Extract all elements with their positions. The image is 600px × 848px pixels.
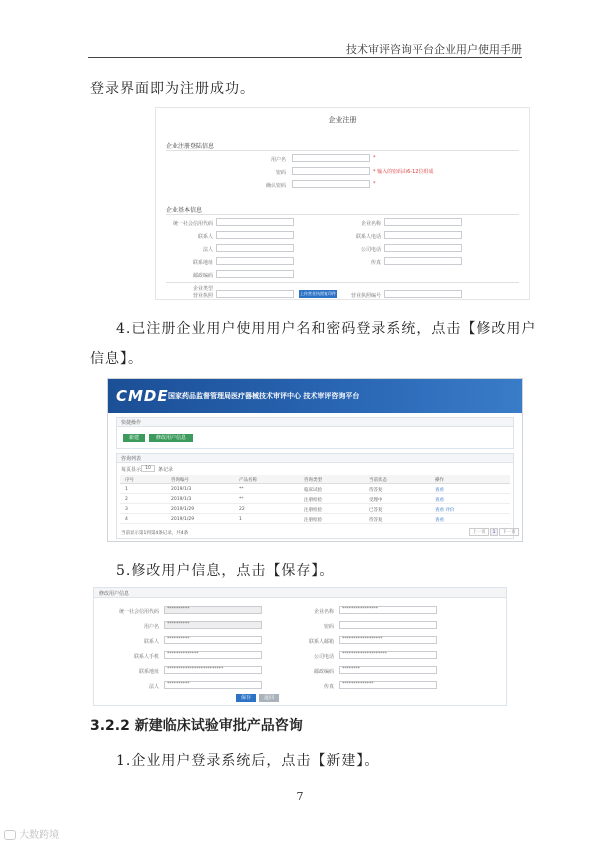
address-label: 联系地址 bbox=[138, 669, 159, 675]
registration-screenshot bbox=[155, 107, 530, 300]
paragraph-registration-success: 登录界面即为注册成功。 bbox=[90, 81, 255, 97]
section-divider bbox=[166, 282, 519, 283]
username-label: 用户名 bbox=[143, 624, 159, 630]
row-index: 2 bbox=[125, 497, 128, 502]
watermark bbox=[4, 826, 59, 841]
manual-title: 技术审评咨询平台企业用户使用手册 bbox=[346, 43, 522, 56]
row-type: 注册检验 bbox=[304, 508, 322, 513]
col-header-product: 产品名称 bbox=[239, 478, 257, 483]
watermark-text: 大数跨境 bbox=[19, 830, 60, 841]
col-header-type: 咨询类型 bbox=[304, 478, 322, 483]
row-product: ** bbox=[239, 497, 244, 502]
legal-person-label: 法人 bbox=[202, 247, 213, 253]
cmde-logo: CMDE bbox=[116, 387, 169, 405]
contact-label: 联系人 bbox=[143, 639, 159, 645]
fax-label: 传真 bbox=[370, 260, 381, 266]
row-status: 已答复 bbox=[369, 508, 383, 513]
credit-code-input[interactable] bbox=[216, 218, 294, 226]
company-phone-input[interactable] bbox=[384, 244, 462, 252]
platform-title: 国家药品监督管理局医疗器械技术审评中心 技术审评咨询平台 bbox=[168, 392, 360, 400]
row-status: 受理中 bbox=[369, 498, 383, 503]
consult-list-panel bbox=[116, 453, 514, 539]
row-type: 临床试验 bbox=[304, 488, 322, 493]
row-product: ** bbox=[239, 487, 244, 492]
row-index: 3 bbox=[125, 507, 128, 512]
registration-title: 企业注册 bbox=[328, 116, 357, 124]
password-label: 密码 bbox=[323, 624, 334, 630]
contact-email-input[interactable]: ****************** bbox=[339, 636, 437, 644]
contact-mobile-input[interactable]: ************** bbox=[164, 651, 262, 659]
row-number: 2019/1/3 bbox=[171, 487, 192, 492]
row-index: 4 bbox=[125, 517, 128, 522]
contact-email-label: 联系人邮箱 bbox=[308, 639, 334, 645]
password-label: 密码 bbox=[275, 170, 286, 176]
next-page-button[interactable]: 下一页 bbox=[499, 528, 519, 536]
row-type: 注册检验 bbox=[304, 518, 322, 523]
section-divider bbox=[166, 214, 519, 215]
credit-code-label: 统一社会信用代码 bbox=[118, 609, 159, 615]
row-number: 2019/1/29 bbox=[171, 507, 195, 512]
panel-header bbox=[94, 588, 506, 598]
prev-page-button[interactable]: 上一页 bbox=[469, 528, 489, 536]
panel-header bbox=[117, 454, 513, 463]
col-header-action: 操作 bbox=[435, 478, 444, 483]
fax-input[interactable] bbox=[384, 257, 462, 265]
quick-actions-title: 快捷操作 bbox=[121, 420, 142, 426]
quick-actions-panel bbox=[116, 417, 514, 449]
col-header-status: 当前状态 bbox=[369, 478, 387, 483]
confirm-password-label: 确认密码 bbox=[265, 183, 286, 189]
username-field: ********** bbox=[164, 621, 262, 629]
paragraph-login-step: 4.已注册企业用户使用用户名和密码登录系统，点击【修改用户 bbox=[116, 321, 537, 337]
page-size-select[interactable]: 10 bbox=[141, 465, 155, 472]
legal-person-input[interactable] bbox=[216, 244, 294, 252]
company-phone-input[interactable]: ******************** bbox=[339, 651, 437, 659]
row-number: 2019/1/29 bbox=[171, 517, 195, 522]
platform-screenshot bbox=[107, 378, 523, 542]
company-name-input[interactable] bbox=[384, 218, 462, 226]
postcode-label: 邮政编码 bbox=[313, 669, 334, 675]
company-phone-label: 公司电话 bbox=[360, 247, 381, 253]
company-type-label: 企业类型 bbox=[192, 286, 213, 292]
section-heading: 3.2.2 新建临床试验审批产品咨询 bbox=[90, 718, 303, 734]
password-input[interactable] bbox=[339, 621, 437, 629]
col-header-number: 咨询编号 bbox=[171, 478, 189, 483]
confirm-password-input[interactable] bbox=[292, 180, 370, 188]
platform-banner bbox=[108, 379, 522, 413]
company-name-label: 企业名称 bbox=[313, 609, 334, 615]
page-number: 7 bbox=[296, 790, 304, 803]
username-input[interactable] bbox=[292, 154, 370, 162]
row-product: 1 bbox=[239, 517, 242, 522]
address-input[interactable] bbox=[216, 257, 294, 265]
company-name-input[interactable]: **************** bbox=[339, 606, 437, 614]
row-view-link[interactable]: 查看 bbox=[435, 518, 444, 523]
postcode-input[interactable]: ******** bbox=[339, 666, 437, 674]
license-number-input[interactable] bbox=[384, 290, 462, 298]
section-login-info: 企业注册登陆信息 bbox=[166, 143, 215, 150]
legal-person-input[interactable]: ********** bbox=[164, 681, 262, 689]
col-header-index: 序号 bbox=[125, 478, 134, 483]
pagination-info: 当前显示第1到第4条记录，共4条 bbox=[121, 531, 189, 536]
row-view-link[interactable]: 查看 bbox=[435, 488, 444, 493]
back-button[interactable]: 返回 bbox=[259, 694, 279, 702]
username-label: 用户名 bbox=[270, 157, 286, 163]
row-index: 1 bbox=[125, 487, 128, 492]
page-size-suffix: 条记录 bbox=[158, 467, 174, 473]
paragraph-new-step: 1.企业用户登录系统后，点击【新建】。 bbox=[116, 753, 380, 769]
section-basic-info: 企业基本信息 bbox=[166, 207, 203, 214]
section-divider bbox=[166, 150, 519, 151]
license-label: 营业执照 bbox=[192, 293, 213, 299]
row-number: 2019/1/3 bbox=[171, 497, 192, 502]
paragraph-save-step: 5.修改用户信息，点击【保存】。 bbox=[116, 563, 335, 579]
legal-person-label: 法人 bbox=[148, 684, 159, 690]
postcode-input[interactable] bbox=[216, 270, 294, 278]
username-required: * bbox=[373, 155, 376, 161]
contact-input[interactable] bbox=[216, 231, 294, 239]
paragraph-login-step-cont: 信息】。 bbox=[90, 351, 143, 367]
consult-list-title: 咨询列表 bbox=[121, 456, 142, 462]
panel-header bbox=[117, 418, 513, 427]
contact-input[interactable]: ********** bbox=[164, 636, 262, 644]
new-button[interactable]: 新建 bbox=[123, 434, 145, 442]
fax-input[interactable]: ************** bbox=[339, 681, 437, 689]
row-view-link[interactable]: 查看 bbox=[435, 498, 444, 503]
row-view-link[interactable]: 查看 评价 bbox=[435, 508, 455, 513]
postcode-label: 邮政编码 bbox=[192, 273, 213, 279]
page-number-button[interactable]: 1 bbox=[490, 528, 498, 536]
row-status: 待答复 bbox=[369, 488, 383, 493]
contact-phone-label: 联系人电话 bbox=[355, 234, 381, 240]
company-phone-label: 公司电话 bbox=[313, 654, 334, 660]
fax-label: 传真 bbox=[323, 684, 334, 690]
company-name-label: 企业名称 bbox=[360, 221, 381, 227]
address-label: 联系地址 bbox=[192, 260, 213, 266]
row-product: 22 bbox=[239, 507, 245, 512]
edit-user-title: 修改用户信息 bbox=[99, 591, 130, 597]
contact-phone-input[interactable] bbox=[384, 231, 462, 239]
header-divider bbox=[88, 57, 522, 58]
row-status: 待答复 bbox=[369, 518, 383, 523]
address-input[interactable]: ************************* bbox=[164, 666, 262, 674]
credit-code-field: ********** bbox=[164, 606, 262, 614]
license-number-label: 营业执照编号 bbox=[350, 293, 381, 299]
page-size-label: 每页显示 bbox=[121, 467, 142, 473]
credit-code-label: 统一社会信用代码 bbox=[172, 221, 213, 227]
edit-user-screenshot bbox=[93, 587, 507, 706]
edit-user-info-button[interactable]: 修改用户信息 bbox=[149, 434, 193, 442]
row-type: 注册检验 bbox=[304, 498, 322, 503]
license-file-input[interactable] bbox=[216, 290, 294, 298]
save-button[interactable]: 保存 bbox=[236, 694, 256, 702]
password-input[interactable] bbox=[292, 167, 370, 175]
confirm-password-required: * bbox=[373, 181, 376, 187]
upload-license-button[interactable]: 上传营业执照复印件 bbox=[300, 291, 336, 296]
contact-label: 联系人 bbox=[197, 234, 213, 240]
password-hint: * 输入的密码由6-12位组成 bbox=[373, 169, 434, 175]
contact-mobile-label: 联系人手机 bbox=[133, 654, 159, 660]
watermark-logo-icon bbox=[4, 830, 16, 840]
